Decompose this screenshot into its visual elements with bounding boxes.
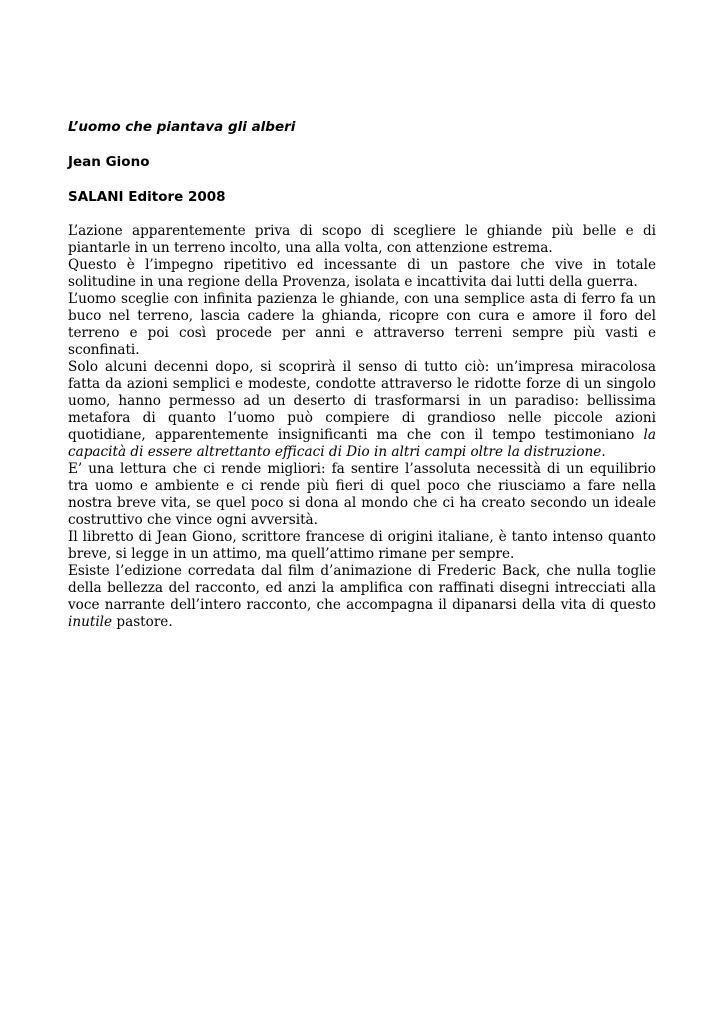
paragraph-4 [68,359,656,461]
review-body [68,223,656,631]
paragraph-7-italic-word: inutile [68,614,113,630]
paragraph-6: Il libretto di Jean Giono, scrittore francese di origini italiane, è tanto intenso quanto breve, si legge in un attimo, ma quell’attimo rimane per sempre. [68,529,656,562]
paragraph-7-text: Esiste l’edizione corredata dal film d’animazione di Frederic Back, che nulla toglie della bellezza del racconto, ed anzi la amplifica con raffinati disegni intrecciati alla voce narrante dell’intero racconto, che accompagna il dipanarsi della vita di questo [68,563,656,613]
paragraph-1: L’azione apparentemente priva di scopo di scegliere le ghiande più belle e di piantarle in un terreno incolto, una alla volta, con attenzione estrema. [68,223,656,256]
book-publisher: SALANI Editore 2008 [68,189,226,205]
paragraph-4-text: Solo alcuni decenni dopo, si scoprirà il senso di tutto ciò: un’impresa miracolosa fatta da azioni semplici e modeste, condotte attraverso le ridotte forze di un singolo uomo, hanno permesso ad un deserto di trasformarsi in un paradiso: bellissima metafora di quanto l’uomo può compiere di grandioso nelle piccole azioni quotidiane, apparentemente insignificanti ma che con il tempo testimoniano [68,359,656,443]
paragraph-2: Questo è l’impegno ripetitivo ed incessante di un pastore che vive in totale solitudine in una regione della Provenza, isolata e incattivita dai lutti della guerra. [68,257,656,290]
paragraph-7 [68,563,656,631]
paragraph-4-end: . [601,444,606,460]
paragraph-5: E’ una lettura che ci rende migliori: fa sentire l’assoluta necessità di un equilibrio tra uomo e ambiente e ci rende più fieri di quel poco che riusciamo a fare nella nostra breve vita, se quel poco si dona al mondo che ci ha creato secondo un ideale costruttivo che vince ogni avversità. [68,461,656,528]
paragraph-4-italic-quote: la capacità di essere altrettanto efficaci di Dio in altri campi oltre la distruzione [68,427,656,460]
paragraph-7-end: pastore. [112,614,173,630]
book-author: Jean Giono [68,154,150,170]
book-title: L’uomo che piantava gli alberi [68,119,296,135]
document-page [68,118,656,631]
paragraph-3: L’uomo sceglie con infinita pazienza le ghiande, con una semplice asta di ferro fa un buco nel terreno, lascia cadere la ghianda, ricopre con cura e amore il foro del terreno e poi così procede per anni e attraverso terreni sempre più vasti e sconfinati. [68,291,656,358]
